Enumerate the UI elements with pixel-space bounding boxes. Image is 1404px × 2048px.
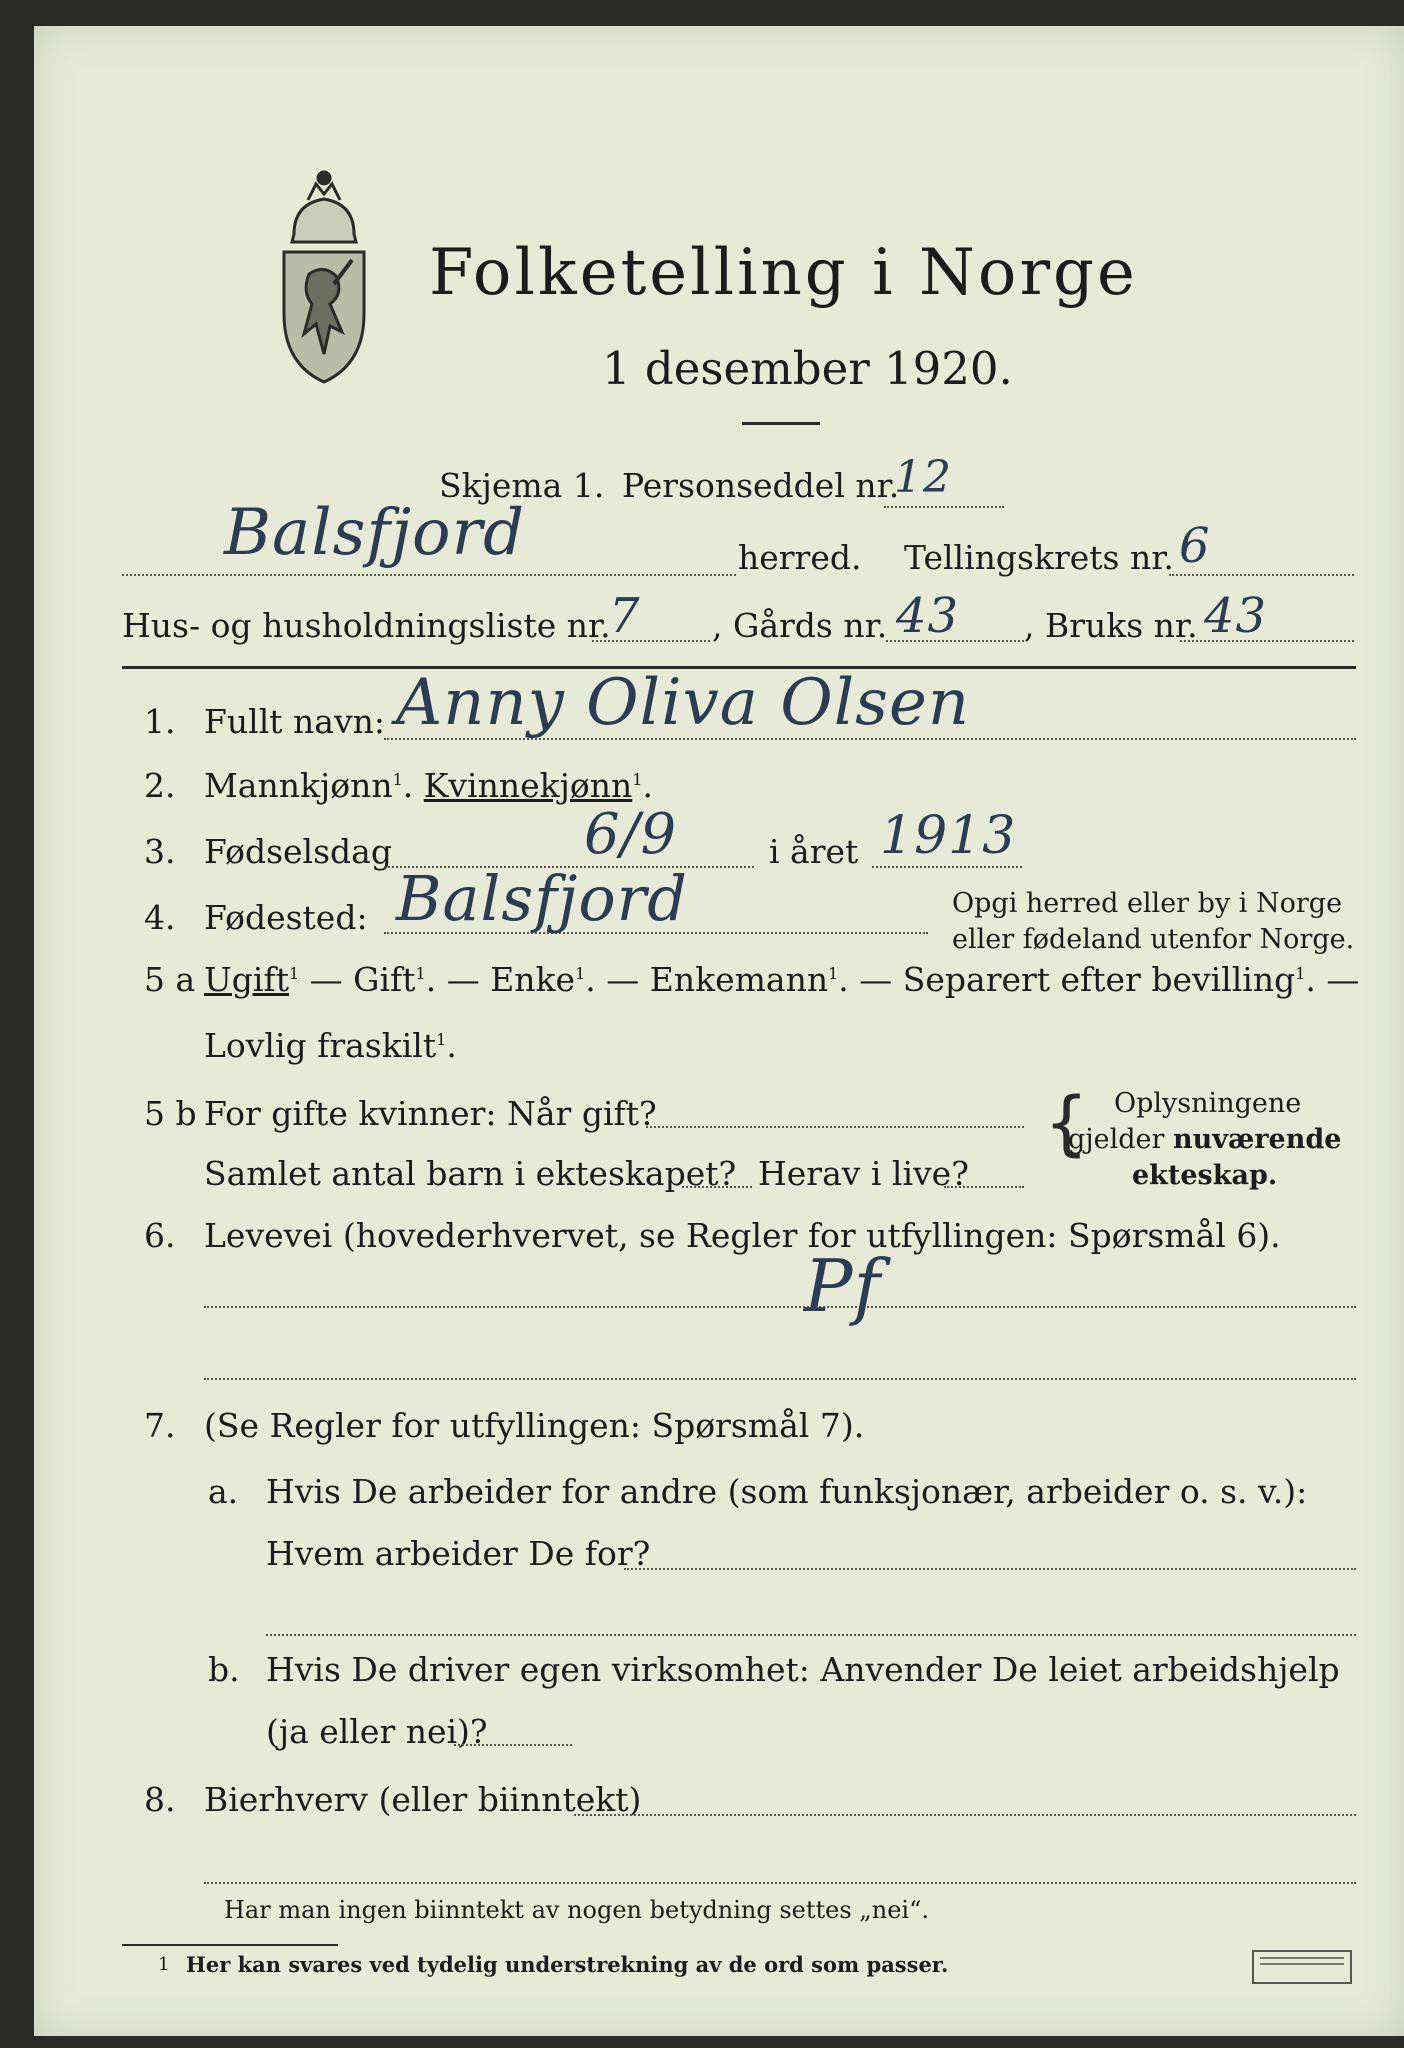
q7a-line-2 — [266, 1634, 1356, 1636]
q8-number: 8. — [144, 1780, 176, 1819]
q5a-gift-sup: 1 — [415, 964, 426, 983]
title-divider — [742, 422, 820, 425]
q5a-number: 5 a — [144, 960, 196, 999]
q6-line-2 — [204, 1378, 1356, 1380]
q5b-note-3: ekteskap. — [1132, 1160, 1278, 1191]
footnote-rule — [122, 1944, 338, 1946]
herred-label: herred. — [738, 538, 862, 577]
q3-value: 6/9 — [584, 802, 678, 867]
q3-year-value: 1913 — [880, 806, 1017, 866]
q7a-text: Hvis De arbeider for andre (som funksjonær, arbeider o. s. v.): — [266, 1472, 1308, 1511]
q5b-brace: { — [1044, 1082, 1089, 1164]
q5b-note-1: Oplysningene — [1114, 1088, 1302, 1119]
q3-number: 3. — [144, 832, 176, 871]
bruks-label: , Bruks nr. — [1024, 606, 1198, 645]
q8-line-2 — [204, 1882, 1356, 1884]
q6-number: 6. — [144, 1216, 176, 1255]
q7a-hvem-line — [624, 1568, 1356, 1570]
q5b-note-2b: nuværende — [1173, 1124, 1342, 1155]
tellingskrets-value: 6 — [1179, 518, 1211, 574]
q2-number: 2. — [144, 766, 176, 805]
q4-note-1: Opgi herred eller by i Norge — [952, 888, 1343, 919]
norway-coat-of-arms-icon — [264, 164, 384, 394]
q5a-lovlig-label[interactable]: Lovlig fraskilt — [204, 1026, 437, 1065]
footnote-mark: 1 — [158, 1954, 170, 1975]
q5a-enke[interactable]: — Enke — [446, 960, 576, 999]
q7-number: 7. — [144, 1406, 176, 1445]
q4-number: 4. — [144, 898, 176, 937]
census-form-page — [34, 26, 1404, 2036]
q1-label: Fullt navn: — [204, 702, 385, 741]
q5a-enkemann[interactable]: — Enkemann — [606, 960, 829, 999]
gards-label: , Gårds nr. — [712, 606, 888, 645]
tellingskrets-line — [1169, 574, 1354, 576]
q5a-enke-sup: 1 — [575, 964, 586, 983]
q4-note-2: eller fødeland utenfor Norge. — [952, 924, 1355, 955]
herred-line — [122, 574, 736, 576]
q2-options — [204, 766, 653, 805]
q5a-tail: . — — [1305, 960, 1360, 999]
q2-male[interactable]: Mannkjønn — [204, 766, 393, 805]
hus-value: 7 — [609, 588, 641, 644]
census-date: 1 desember 1920. — [602, 342, 1013, 395]
q5a-gift[interactable]: — Gift — [309, 960, 416, 999]
q7a-letter: a. — [208, 1472, 239, 1511]
q2-male-sup: 1 — [392, 770, 403, 789]
q2-female[interactable]: Kvinnekjønn — [423, 766, 633, 805]
q7b-ja-label: (ja eller nei)? — [266, 1712, 488, 1751]
q5a-options: Ugift$^1$ — Gift$^1$. — Enke$^1$. — Enkemann$^1$. — Separert efter bevilling$^1$. — — [204, 960, 1360, 999]
q2-female-sup: 1 — [632, 770, 643, 789]
q6-label: Levevei (hovederhvervet, se Regler for utfyllingen: Spørsmål 6). — [204, 1216, 1281, 1255]
q5b-barn-line — [682, 1186, 752, 1188]
q3-label: Fødselsdag — [204, 832, 392, 871]
tellingskrets-label: Tellingskrets nr. — [904, 538, 1174, 577]
q3-year-label: i året — [769, 832, 859, 871]
q5a-separert[interactable]: — Separert efter bevilling — [859, 960, 1296, 999]
q3-year-line — [872, 866, 1022, 868]
q4-label: Fødested: — [204, 898, 368, 937]
q5b-number: 5 b — [144, 1094, 197, 1133]
printer-stamp — [1252, 1950, 1352, 1984]
q8-label: Bierhverv (eller biinntekt) — [204, 1780, 642, 1819]
q5b-barn-label: Samlet antal barn i ekteskapet? — [204, 1154, 737, 1193]
personseddel-line — [884, 506, 1004, 508]
q1-value: Anny Oliva Olsen — [396, 666, 971, 740]
q4-value: Balsfjord — [396, 862, 688, 935]
q8-line-1 — [574, 1814, 1356, 1816]
q7b-text: Hvis De driver egen virksomhet: Anvender De leiet arbeidshjelp — [266, 1650, 1340, 1689]
q5b-note-2a: gjelder — [1068, 1124, 1174, 1155]
q5b-gift-line — [646, 1126, 1024, 1128]
form-title: Folketelling i Norge — [429, 236, 1138, 310]
q5a-separert-sup: 1 — [1295, 964, 1306, 983]
q5a-lovlig: Lovlig fraskilt$^1$. — [204, 1026, 457, 1065]
q6-value: Pf — [804, 1244, 882, 1328]
q5a-lovlig-sup: 1 — [436, 1030, 447, 1049]
q2-male-dot: . — [402, 766, 414, 805]
q2-female-dot: . — [642, 766, 653, 805]
q5a-enkemann-sup: 1 — [828, 964, 839, 983]
footnote-text: Her kan svares ved tydelig understrekning av de ord som passer. — [186, 1952, 949, 1977]
q5b-herav-line — [944, 1186, 1024, 1188]
q8-note: Har man ingen biinntekt av nogen betydning settes „nei“. — [224, 1896, 929, 1924]
q1-number: 1. — [144, 702, 176, 741]
personseddel-value: 12 — [894, 452, 952, 503]
hus-label: Hus- og husholdningsliste nr. — [122, 606, 611, 645]
herred-value: Balsfjord — [224, 496, 526, 570]
q5b-note-2 — [1068, 1124, 1341, 1155]
q5b-herav-label: Herav i live? — [758, 1154, 969, 1193]
gards-value: 43 — [896, 588, 960, 644]
q5a-ugift-sup: 1 — [288, 964, 300, 983]
q7b-ja-line — [454, 1744, 572, 1746]
bruks-value: 43 — [1204, 588, 1268, 644]
q7-label: (Se Regler for utfyllingen: Spørsmål 7). — [204, 1406, 865, 1445]
q6-line-1 — [204, 1306, 1356, 1308]
q7a-hvem-label: Hvem arbeider De for? — [266, 1534, 651, 1573]
personseddel-label: Personseddel nr. — [622, 466, 900, 505]
skjema-label: Skjema 1. — [439, 466, 605, 505]
q5b-label: For gifte kvinner: Når gift? — [204, 1094, 657, 1133]
q5a-ugift[interactable]: Ugift — [204, 960, 289, 999]
printer-stamp-lines — [1260, 1957, 1344, 1965]
q7b-letter: b. — [208, 1650, 240, 1689]
